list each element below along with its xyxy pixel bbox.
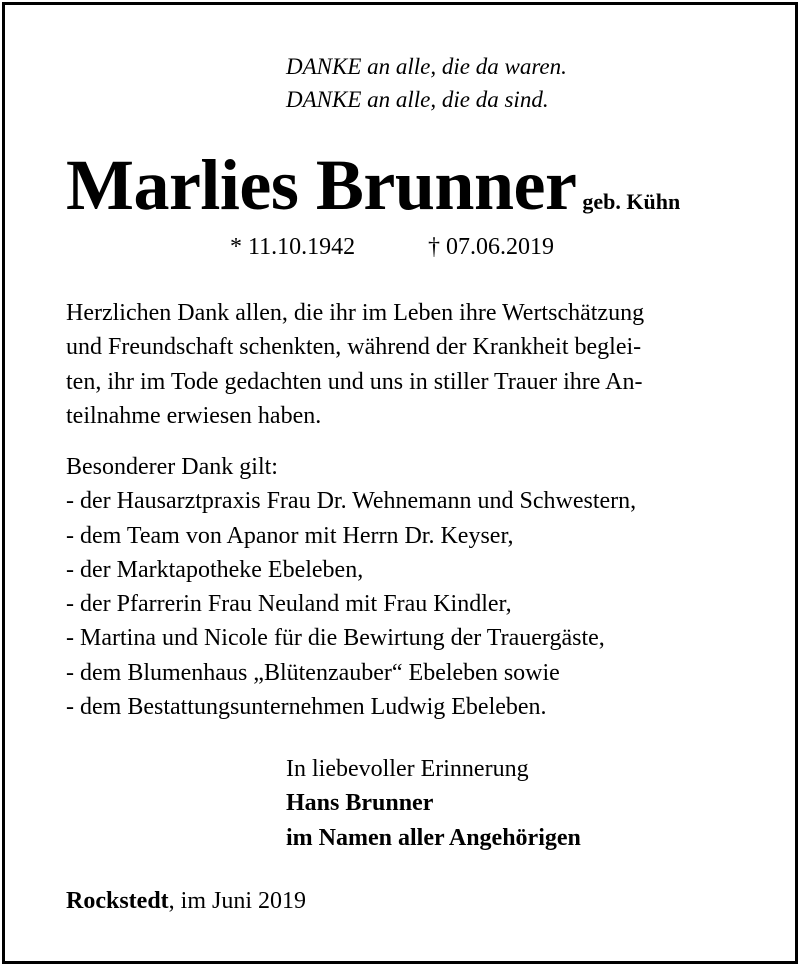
list-item: - dem Bestattungsunternehmen Ludwig Ebeleben. [66, 694, 547, 721]
intro-line: Herzlichen Dank allen, die ihr im Leben ihre Wertschätzung [66, 300, 645, 326]
list-item: - der Hausarztpraxis Frau Dr. Wehnemann und Schwestern, [66, 488, 637, 515]
deceased-name-row [66, 140, 680, 230]
death-date: † 07.06.2019 [428, 234, 554, 260]
place-name: Rockstedt [66, 888, 169, 914]
motto [286, 50, 567, 116]
intro-line: und Freundschaft schenkten, während der Krankheit beglei- [66, 334, 642, 361]
motto-line: DANKE an alle, die da sind. [286, 87, 549, 112]
signature-family: im Namen aller Angehörigen [286, 824, 581, 851]
list-item: - der Pfarrerin Frau Neuland mit Frau Kindler, [66, 591, 512, 618]
place-date [66, 884, 306, 918]
list-item: - dem Team von Apanor mit Herrn Dr. Keyser, [66, 522, 514, 549]
motto-line: DANKE an alle, die da waren. [286, 54, 567, 79]
list-item: - Martina und Nicole für die Bewirtung der Trauergäste, [66, 625, 605, 652]
date-text: , im Juni 2019 [168, 888, 306, 914]
signature-line: In liebevoller Erinnerung [286, 756, 529, 782]
signature-block [286, 752, 581, 855]
intro-paragraph [66, 296, 746, 433]
special-thanks-list [66, 450, 636, 724]
deceased-name: Marlies Brunner [66, 145, 577, 225]
intro-line: teilnahme erwiesen haben. [66, 402, 322, 429]
intro-line: ten, ihr im Tode gedachten und uns in stiller Trauer ihre An- [66, 368, 643, 395]
list-item: - dem Blumenhaus „Blütenzauber“ Ebeleben sowie [66, 659, 560, 686]
born-name: geb. Kühn [582, 189, 681, 214]
list-item: - der Marktapotheke Ebeleben, [66, 556, 364, 583]
special-thanks-heading: Besonderer Dank gilt: [66, 454, 278, 480]
birth-date: * 11.10.1942 [230, 234, 356, 260]
signature-name: Hans Brunner [286, 790, 434, 817]
